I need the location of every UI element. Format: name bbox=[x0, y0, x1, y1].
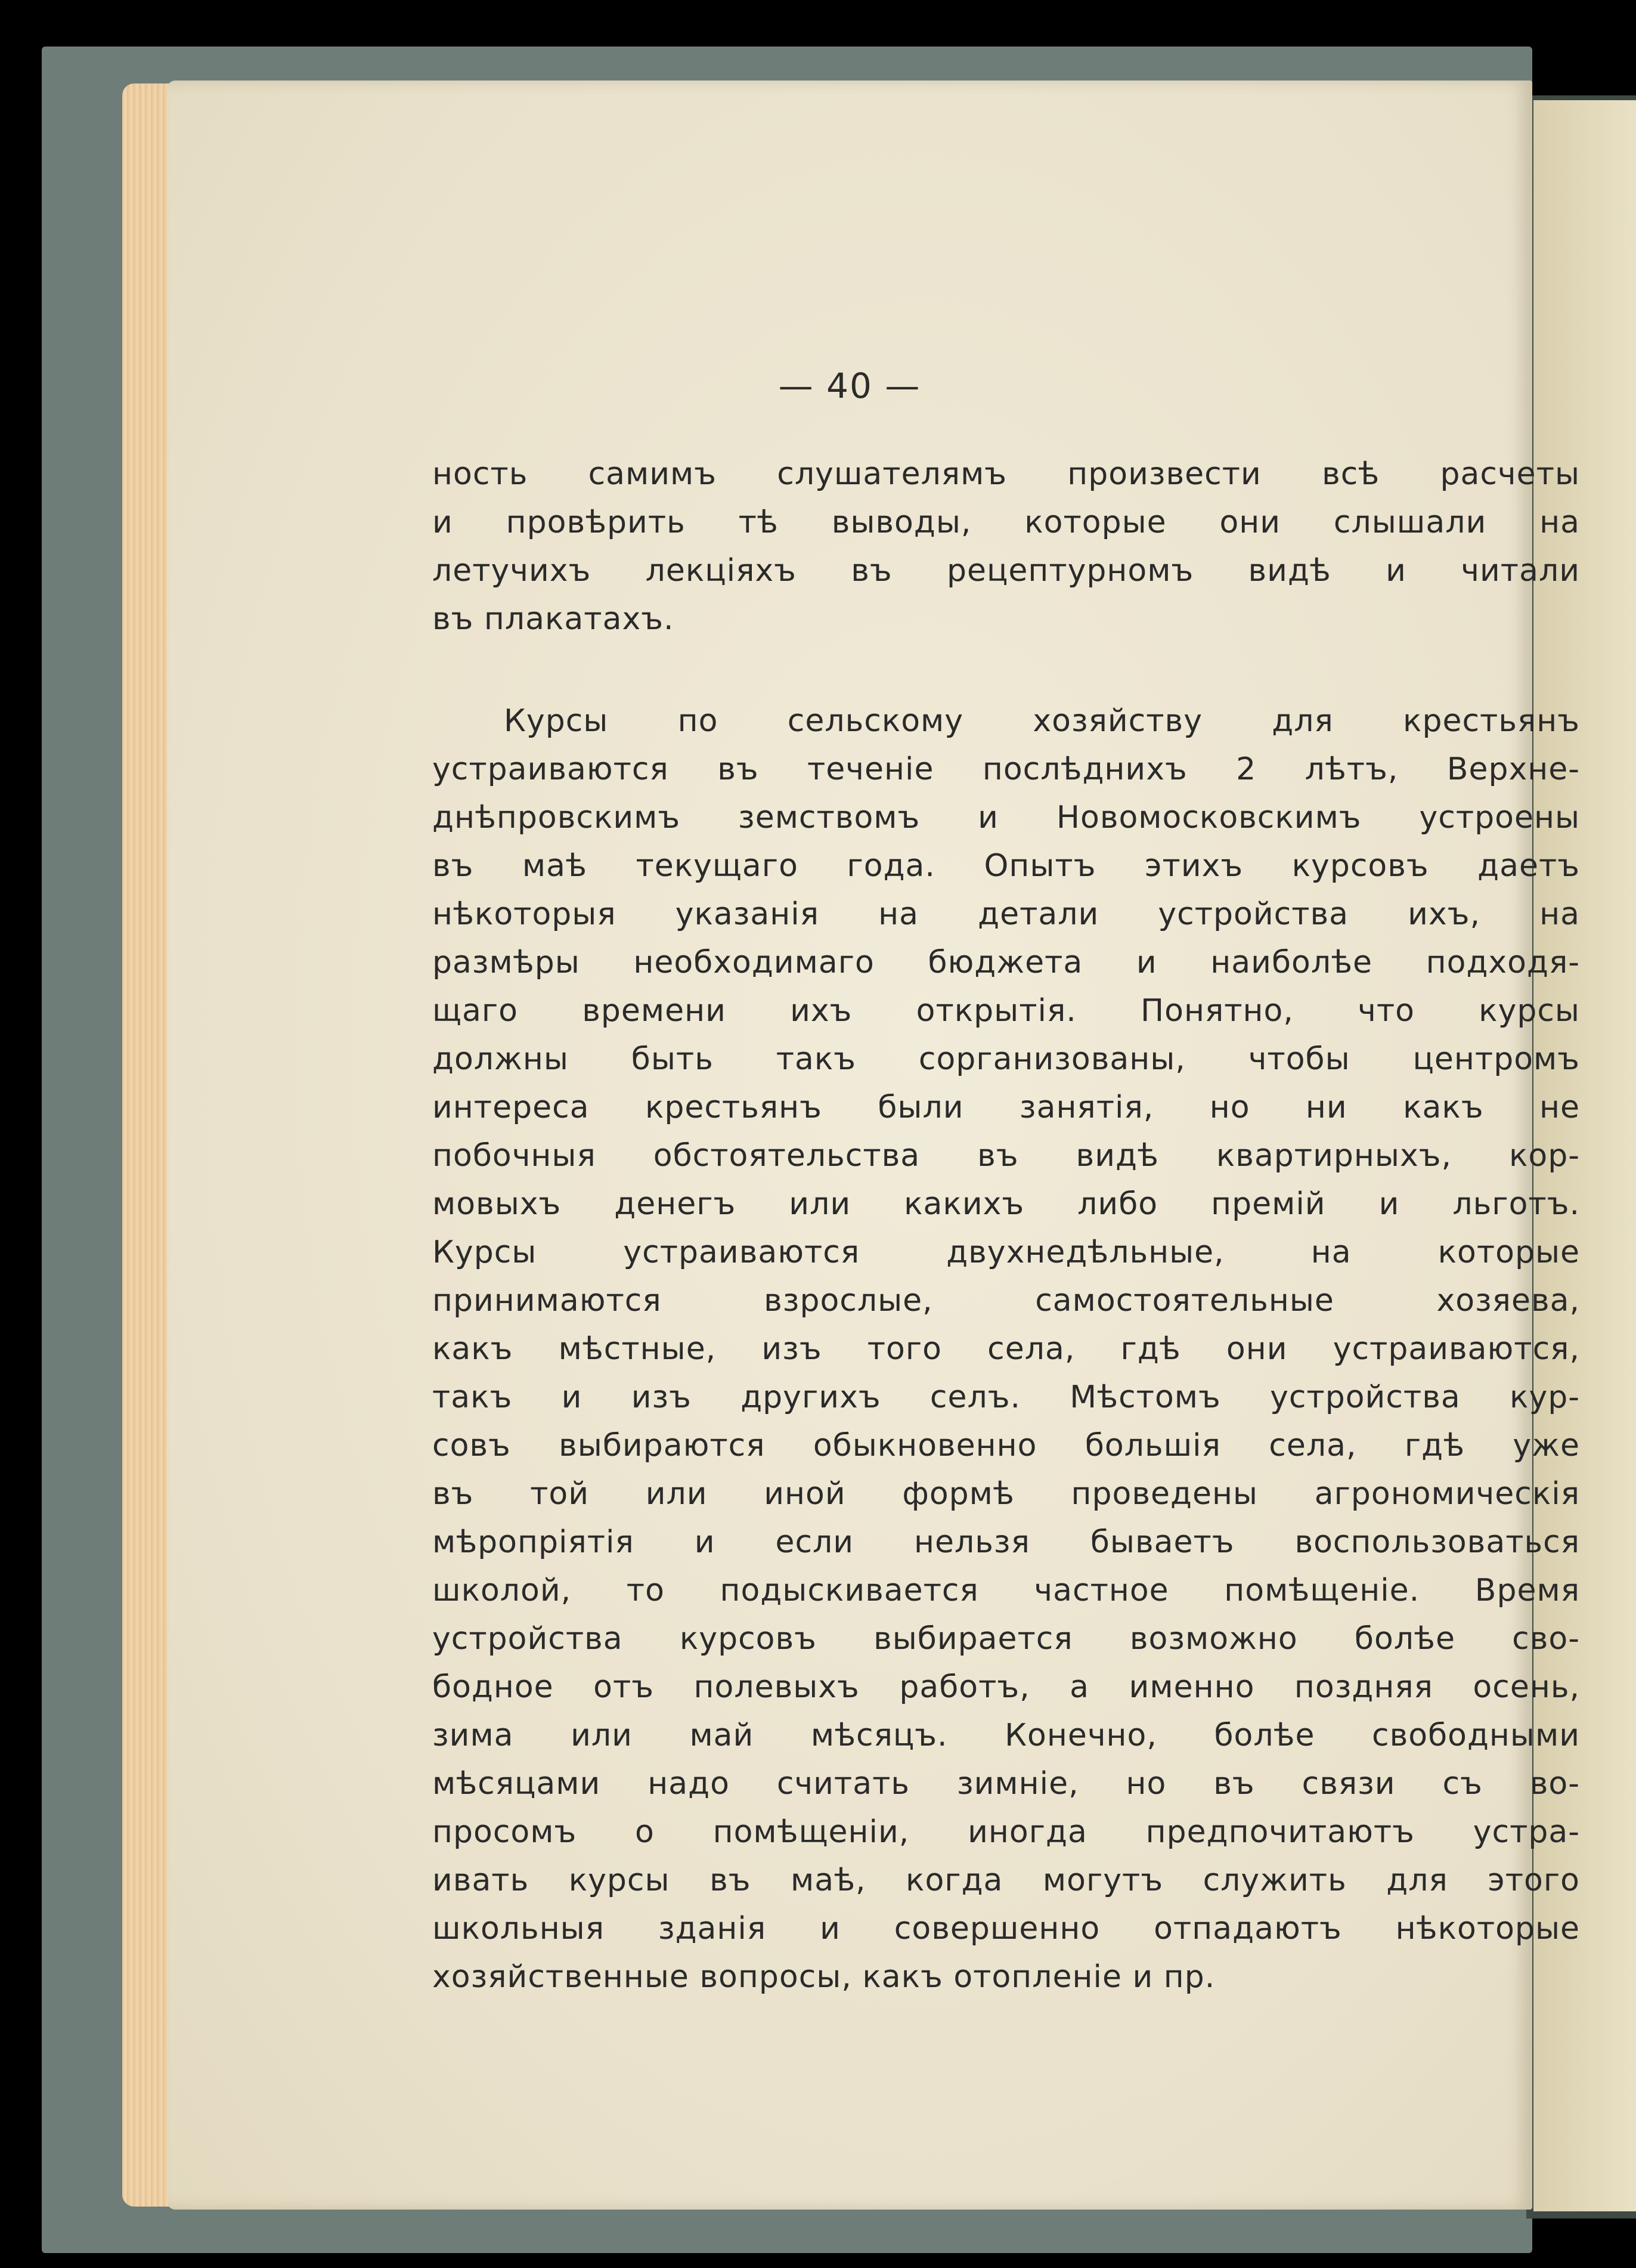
text-line: въ плакатахъ. bbox=[432, 601, 674, 637]
text-line: въ той или иной формѣ проведены агрономическія bbox=[432, 1476, 1580, 1512]
text-line: устройства курсовъ выбирается возможно болѣе сво- bbox=[432, 1621, 1580, 1657]
text-line: какъ мѣстные, изъ того села, гдѣ они устраиваются, bbox=[432, 1331, 1580, 1367]
text-line: летучихъ лекціяхъ въ рецептурномъ видѣ и читали bbox=[432, 553, 1580, 589]
text-line: ность самимъ слушателямъ произвести всѣ расчеты bbox=[432, 456, 1580, 492]
text-line: побочныя обстоятельства въ видѣ квартирныхъ, кор- bbox=[432, 1138, 1580, 1174]
text-line: и провѣрить тѣ выводы, которые они слышали на bbox=[432, 505, 1580, 540]
text-line: хозяйственные вопросы, какъ отопленіе и пр. bbox=[432, 1959, 1216, 1995]
text-line: мовыхъ денегъ или какихъ либо премій и льготъ. bbox=[432, 1186, 1580, 1222]
book-page bbox=[167, 81, 1580, 2210]
text-line: Курсы устраиваются двухнедѣльные, на которые bbox=[432, 1234, 1580, 1270]
paragraph-gap bbox=[432, 643, 1580, 697]
text-line: днѣпровскимъ земствомъ и Новомосковскимъ устроены bbox=[432, 800, 1580, 836]
text-line: бодное отъ полевыхъ работъ, а именно поздняя осень, bbox=[432, 1669, 1580, 1705]
page-number: — 40 — bbox=[778, 366, 921, 406]
text-line: просомъ о помѣщеніи, иногда предпочитаютъ устра- bbox=[432, 1814, 1580, 1850]
text-line: мѣсяцами надо считать зимніе, но въ связи съ во- bbox=[432, 1766, 1580, 1802]
text-line: интереса крестьянъ были занятія, но ни какъ не bbox=[432, 1090, 1580, 1125]
text-line: совъ выбираются обыкновенно большія села, гдѣ уже bbox=[432, 1428, 1580, 1463]
text-line: принимаются взрослые, самостоятельные хозяева, bbox=[432, 1283, 1580, 1319]
text-line: щаго времени ихъ открытія. Понятно, что курсы bbox=[432, 993, 1580, 1029]
text-line: школой, то подыскивается частное помѣщеніе. Время bbox=[432, 1573, 1580, 1608]
text-line: должны быть такъ сорганизованы, чтобы центромъ bbox=[432, 1041, 1580, 1077]
text-line: зима или май мѣсяцъ. Конечно, болѣе свободными bbox=[432, 1718, 1580, 1753]
text-line: ивать курсы въ маѣ, когда могутъ служить для этого bbox=[432, 1862, 1580, 1898]
text-line: мѣропріятія и если нельзя бываетъ воспользоваться bbox=[432, 1524, 1580, 1560]
text-line: нѣкоторыя указанія на детали устройства ихъ, на bbox=[432, 896, 1580, 932]
text-line: Курсы по сельскому хозяйству для крестьянъ bbox=[504, 703, 1580, 739]
text-line: школьныя зданія и совершенно отпадаютъ нѣкоторые bbox=[432, 1911, 1580, 1947]
text-line: въ маѣ текущаго года. Опытъ этихъ курсовъ даетъ bbox=[432, 848, 1580, 884]
text-line: устраиваются въ теченіе послѣднихъ 2 лѣтъ, Верхне- bbox=[432, 751, 1580, 787]
text-line: такъ и изъ другихъ селъ. Мѣстомъ устройства кур- bbox=[432, 1379, 1580, 1415]
body-text bbox=[432, 450, 1580, 2001]
text-line: размѣры необходимаго бюджета и наиболѣе подходя- bbox=[432, 945, 1580, 980]
